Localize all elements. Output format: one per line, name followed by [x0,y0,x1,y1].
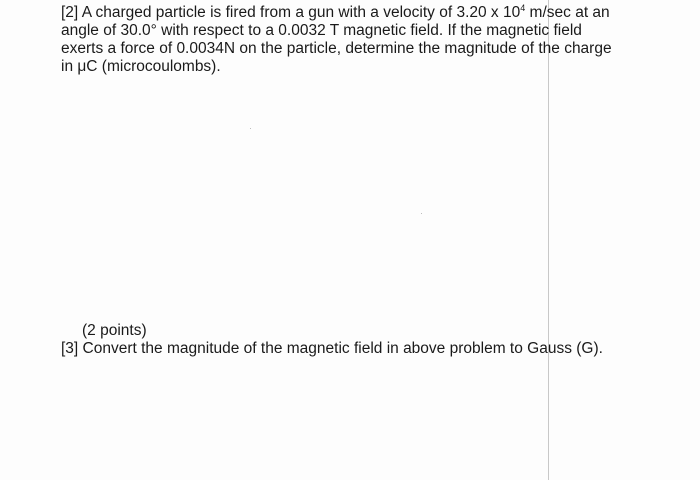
points-label: (2 points) [82,322,147,339]
problem-2-line1-end: m/sec at an [525,4,610,21]
velocity-exponent: 4 [520,2,526,13]
problem-2-text [61,4,661,76]
problem-2-line1: A charged particle is fired from a gun with a velocity of 3.20 x 10 [81,4,521,21]
problem-2-body: angle of 30.0° with respect to a 0.0032 T magnetic field. If the magnetic field exerts a force of 0.0034N on the particle, determine the magnitude of the charge in μC (microcoulombs). [61,22,612,75]
problem-3-body: Convert the magnitude of the magnetic field in above problem to Gauss (G). [82,340,603,357]
problem-3-number: [3] [61,340,79,357]
problem-3-text [61,340,603,358]
scan-speck [250,128,251,129]
problem-2-number: [2] [61,4,79,21]
scan-speck [421,213,422,214]
